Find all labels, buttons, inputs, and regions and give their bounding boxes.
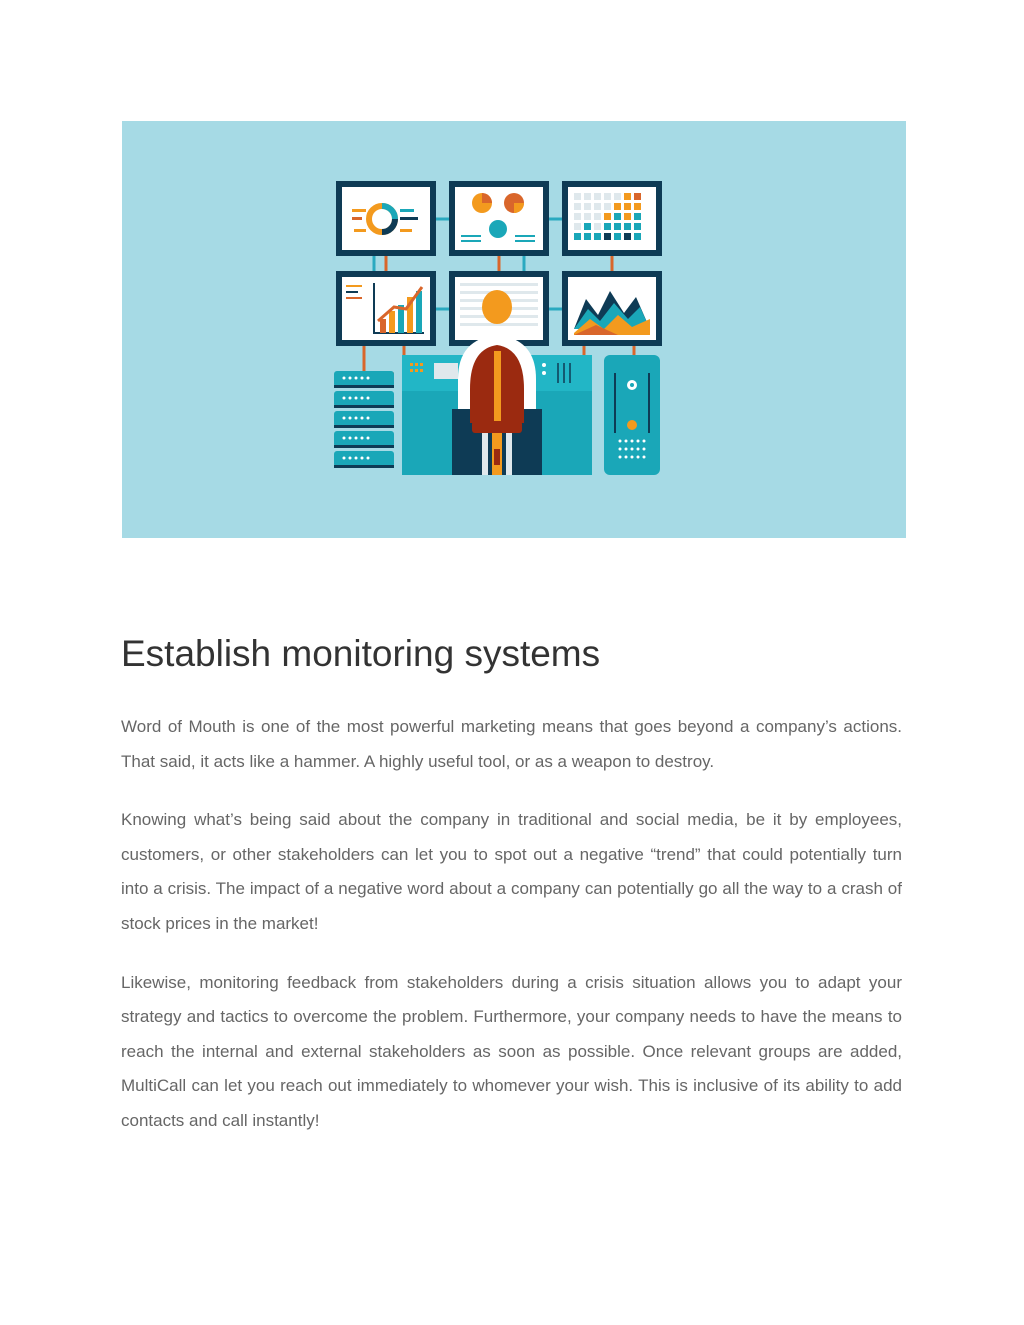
paragraph-word-of-mouth: Word of Mouth is one of the most powerful marketing means that goes beyond a company’s actions. That said, it acts like a hammer. A highly useful tool, or as a weapon to destroy. [121, 717, 902, 771]
hero-image [122, 121, 906, 538]
article-body [121, 710, 902, 1163]
monitoring-workstation-illustration-icon [334, 179, 664, 479]
paragraph-crisis-feedback: Likewise, monitoring feedback from stakeholders during a crisis situation allows you to adapt your strategy and tactics to overcome the problem. Furthermore, your company needs to have the means to reach the internal and external stakeholders as soon as possible. Once relevant groups are added, MultiCall can let you reach out immediately to whomever your wish. This is inclusive of its ability to add contacts and call instantly! [121, 972, 902, 1130]
server-rack-left [334, 371, 394, 468]
page-title: Establish monitoring systems [121, 633, 601, 674]
server-tower-right [604, 355, 660, 475]
paragraph-media-monitoring: Knowing what’s being said about the company in traditional and social media, be it by employees, customers, or other stakeholders can let you to spot out a negative “trend” that could potentially turn into a crisis. The impact of a negative word about a company can potentially go all the way to a crash of stock prices in the market! [121, 810, 902, 933]
